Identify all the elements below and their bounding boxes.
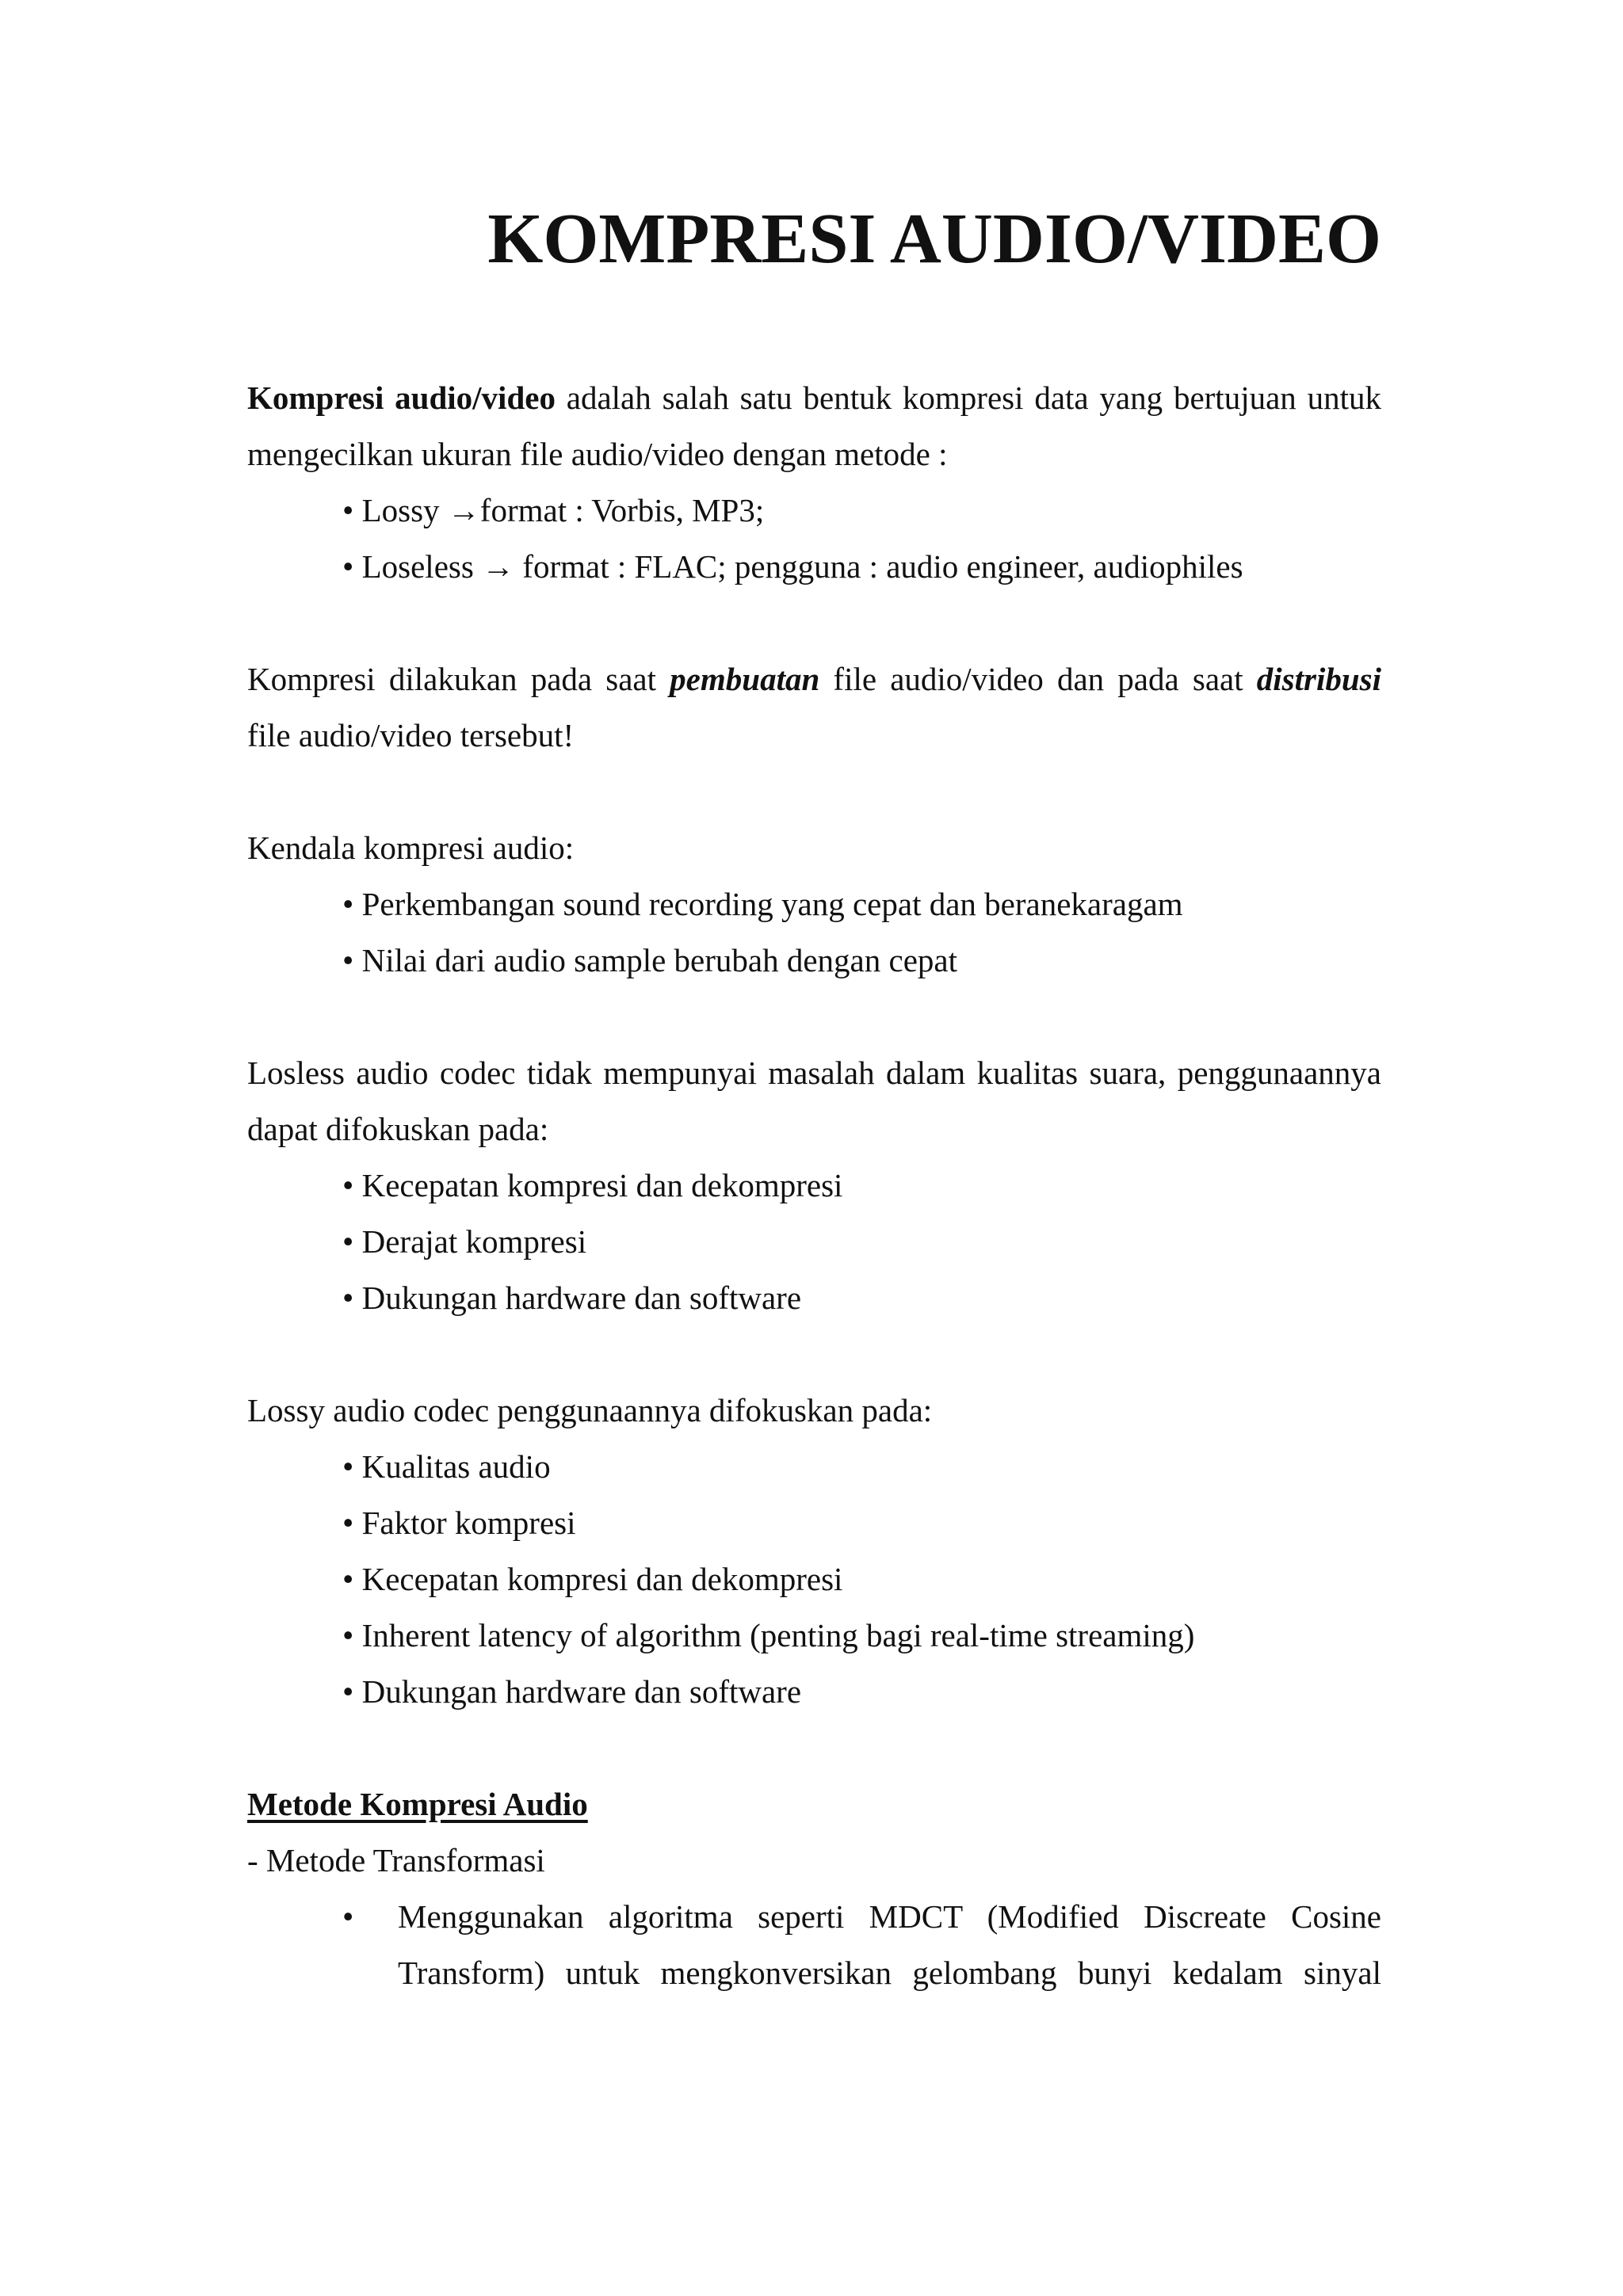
list-item: • Perkembangan sound recording yang cepat dan beranekaragam [342, 886, 1183, 922]
timing-text-2: file audio/video dan pada saat [819, 661, 1257, 697]
method-subheading: - Metode Transformasi [247, 1842, 545, 1878]
timing-emphasis-distribusi: distribusi [1256, 661, 1382, 697]
section-heading-metode: Metode Kompresi Audio [247, 1786, 588, 1822]
timing-emphasis-pembuatan: pembuatan [670, 661, 820, 697]
timing-text-1: Kompresi dilakukan pada saat [247, 661, 670, 697]
method-bullet-line2: Transform) untuk mengkonversikan gelombang bunyi kedalam sinyal [398, 1955, 1381, 1991]
document-body [247, 370, 1381, 2001]
bullet-dot-icon: • [342, 1898, 354, 1935]
document-title: KOMPRESI AUDIO/VIDEO [487, 200, 1381, 278]
intro-paragraph-line2: mengecilkan ukuran file audio/video dengan metode : [247, 436, 948, 472]
list-item: • Nilai dari audio sample berubah dengan cepat [342, 942, 957, 978]
lossless-list [247, 1158, 1381, 1326]
timing-paragraph-line1 [247, 651, 1381, 707]
lossy-list [247, 1439, 1381, 1720]
list-item: • Kecepatan kompresi dan dekompresi [342, 1561, 843, 1597]
lossy-heading: Lossy audio codec penggunaannya difokuskan pada: [247, 1392, 933, 1428]
list-item: • Lossy →format : Vorbis, MP3; [342, 492, 765, 528]
list-item: • Loseless → format : FLAC; pengguna : audio engineer, audiophiles [342, 548, 1243, 585]
intro-line1-rest: adalah salah satu bentuk kompresi data yang bertujuan untuk [555, 379, 1381, 416]
list-item: • Kecepatan kompresi dan dekompresi [342, 1167, 843, 1203]
list-item: • Kualitas audio [342, 1448, 551, 1485]
intro-term: Kompresi audio/video [247, 379, 556, 416]
intro-method-list [247, 482, 1381, 595]
intro-paragraph-line1 [247, 370, 1381, 426]
list-item: • Dukungan hardware dan software [342, 1280, 802, 1316]
list-item: • Dukungan hardware dan software [342, 1673, 802, 1710]
list-item: • Derajat kompresi [342, 1223, 587, 1260]
method-bullet-line1 [247, 1889, 1381, 1945]
lossless-paragraph-line2: dapat difokuskan pada: [247, 1111, 549, 1147]
kendala-heading: Kendala kompresi audio: [247, 830, 575, 866]
list-item: • Faktor kompresi [342, 1505, 576, 1541]
lossless-paragraph-line1: Losless audio codec tidak mempunyai masalah dalam kualitas suara, penggunaannya [247, 1055, 1381, 1091]
list-item: • Inherent latency of algorithm (penting bagi real-time streaming) [342, 1617, 1195, 1653]
kendala-list [247, 876, 1381, 989]
method-bullet-text-1: Menggunakan algoritma seperti MDCT (Modified Discreate Cosine [398, 1898, 1381, 1935]
timing-paragraph-line2: file audio/video tersebut! [247, 717, 575, 753]
